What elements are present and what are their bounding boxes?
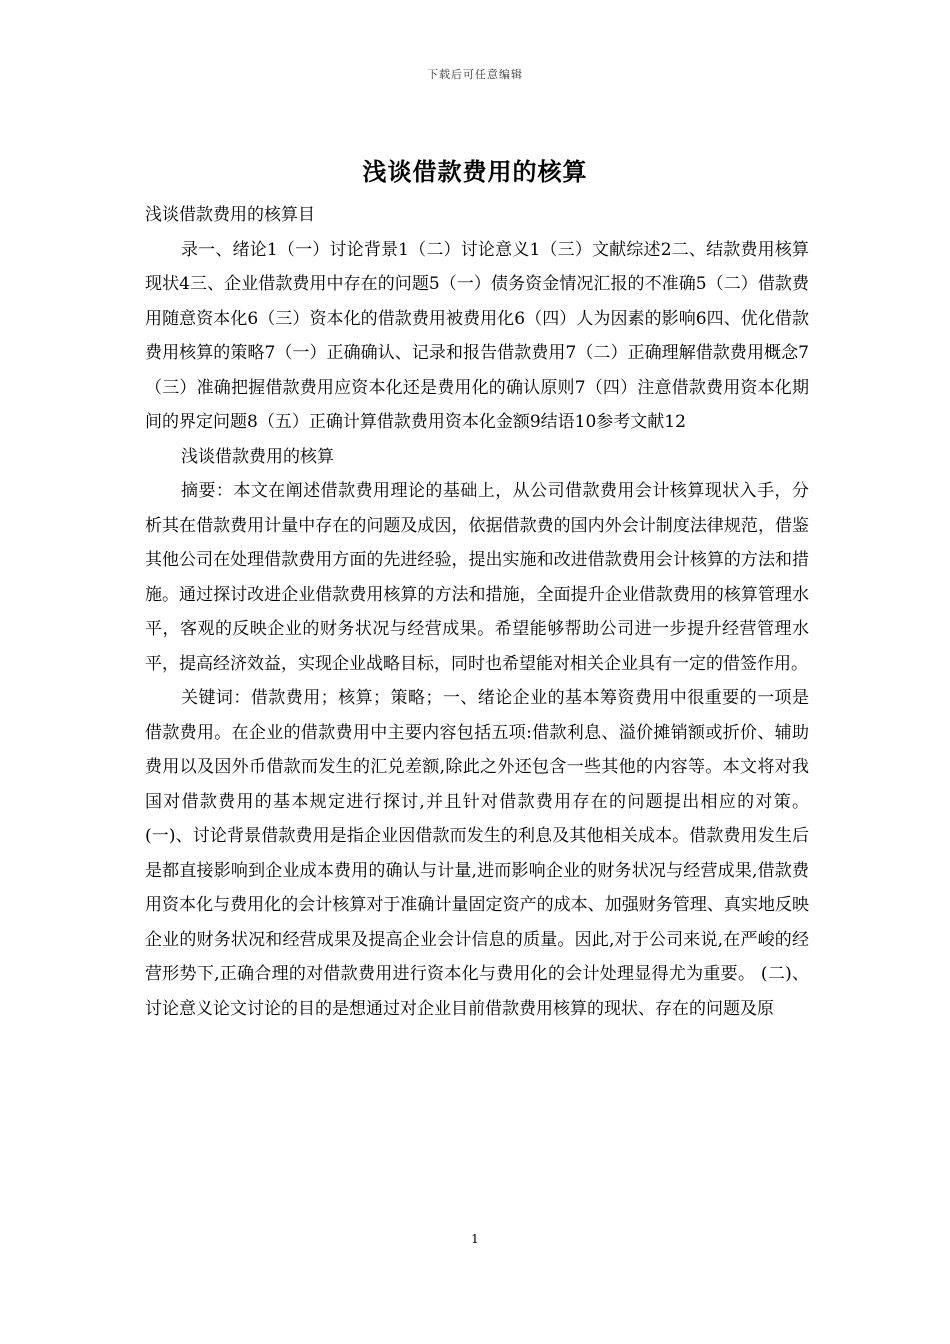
document-title: 浅谈借款费用的核算 <box>362 157 588 186</box>
header-note: 下载后可任意编辑 <box>427 68 523 81</box>
page-number: 1 <box>471 1232 479 1246</box>
toc-paragraph: 录一、绪论1（一）讨论背景1（二）讨论意义1（三）文献综述2二、结款费用核算现状4三、企业借款费用中存在的问题5（一）债务资金情况汇报的不准确5（二）借款费用随意资本化6（三）资本化的借款费用被费用化6（四）人为因素的影响6四、优化借款费用核算的策略7（一）正确确认、记录和报告借款费用7（二）正确理解借款费用概念7（三）准确把握借款费用应资本化还是费用化的确认原则7（四）注意借款费用资本化期间的界定问题8（五）正确计算借款费用资本化金额9结语10参考文献12 <box>145 239 809 432</box>
keywords-paragraph: 关键词：借款费用；核算；策略；一、绪论企业的基本筹资费用中很重要的一项是借款费用。在企业的借款费用中主要内容包括五项:借款利息、溢价摊销额或折价、辅助费用以及因外币借款而发生的汇兑差额,除此之外还包含一些其他的内容等。本文将对我国对借款费用的基本规定进行探讨,并且针对借款费用存在的问题提出相应的对策。(一)、讨论背景借款费用是指企业因借款而发生的利息及其他相关成本。借款费用发生后是都直接影响到企业成本费用的确认与计量,进而影响企业的财务状况与经营成果,借款费用资本化与费用化的会计核算对于准确计量固定资产的成本、加强财务管理、真实地反映企业的财务状况和经营成果及提高企业会计信息的质量。因此,对于公司来说,在严峻的经营形势下,正确合理的对借款费用进行资本化与费用化的会计处理显得尤为重要。 (二)、讨论意义论文讨论的目的是想通过对企业目前借款费用核算的现状、存在的问题及原 <box>145 688 809 1019</box>
abstract-paragraph: 摘要：本文在阐述借款费用理论的基础上，从公司借款费用会计核算现状入手，分析其在借款费用计量中存在的问题及成因，依据借款费的国内外会计制度法律规范，借鉴其他公司在处理借款费用方面的先进经验，提出实施和改进借款费用会计核算的方法和措施。通过探讨改进企业借款费用核算的方法和措施，全面提升企业借款费用的核算管理水平，客观的反映企业的财务状况与经营成果。希望能够帮助公司进一步提升经营管理水平，提高经济效益，实现企业战略目标，同时也希望能对相关企业具有一定的借签作用。 <box>145 481 809 674</box>
toc-heading: 浅谈借款费用的核算目 <box>145 205 315 225</box>
subtitle: 浅谈借款费用的核算 <box>181 446 334 467</box>
document-body <box>145 198 809 1026</box>
